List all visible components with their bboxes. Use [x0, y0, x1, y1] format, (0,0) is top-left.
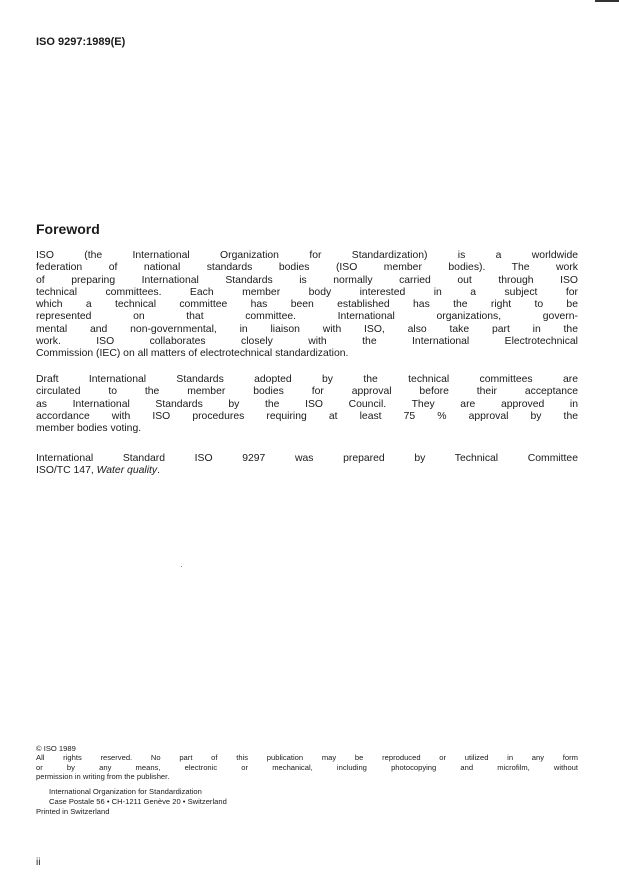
- publisher-address: [49, 787, 227, 806]
- document-id: ISO 9297:1989(E): [36, 36, 126, 48]
- section-title: Foreword: [36, 221, 100, 237]
- text-line: mental and non-governmental, in liaison with ISO, also take part in the: [36, 323, 578, 335]
- text-line: All rights reserved. No part of this publication may be reproduced or utilized in any form: [36, 753, 578, 762]
- text-line: represented on that committee. International organizations, govern-: [36, 311, 578, 323]
- text-line: Draft International Standards adopted by the technical committees are: [36, 374, 578, 385]
- text-line: accordance with ISO procedures requiring at least 75 % approval by the: [36, 410, 578, 422]
- text-line: International Standard ISO 9297 was prepared by Technical Committee: [36, 453, 578, 464]
- committee-name: Water quality: [96, 465, 158, 477]
- text-line: [36, 465, 578, 477]
- punctuation: .: [157, 465, 160, 477]
- printed-in: Printed in Switzerland: [36, 807, 110, 816]
- text-line: federation of national standards bodies (ISO member bodies). The work: [36, 262, 578, 274]
- rights-statement: [36, 753, 578, 782]
- copyright-notice: © ISO 1989: [36, 744, 76, 753]
- scan-edge-mark: [595, 0, 619, 2]
- page-number: ii: [36, 857, 41, 868]
- text-line: work. ISO collaborates closely with the International Electrotechnical: [36, 336, 578, 348]
- foreword-paragraph-3: [36, 453, 578, 478]
- text-line: or by any means, electronic or mechanical, including photocopying and microfilm, without: [36, 762, 578, 772]
- text-line: circulated to the member bodies for approval before their acceptance: [36, 386, 578, 398]
- text-line: as International Standards by the ISO Council. They are approved in: [36, 398, 578, 410]
- committee-ref: ISO/TC 147,: [36, 465, 97, 477]
- text-line: permission in writing from the publisher.: [36, 772, 170, 781]
- text-line: member bodies voting.: [36, 423, 142, 435]
- org-address: Case Postale 56 • CH-1211 Genève 20 • Switzerland: [49, 796, 227, 806]
- text-line: technical committees. Each member body interested in a subject for: [36, 286, 578, 298]
- text-line: ISO (the International Organization for Standardization) is a worldwide: [36, 250, 578, 261]
- org-name: International Organization for Standardization: [49, 787, 202, 796]
- text-line: Commission (IEC) on all matters of electrotechnical standardization.: [36, 348, 349, 360]
- foreword-paragraph-2: [36, 374, 578, 435]
- text-line: of preparing International Standards is normally carried out through ISO: [36, 274, 578, 286]
- scan-speck: [181, 566, 182, 567]
- text-line: which a technical committee has been established has the right to be: [36, 299, 578, 311]
- foreword-paragraph-1: [36, 250, 578, 361]
